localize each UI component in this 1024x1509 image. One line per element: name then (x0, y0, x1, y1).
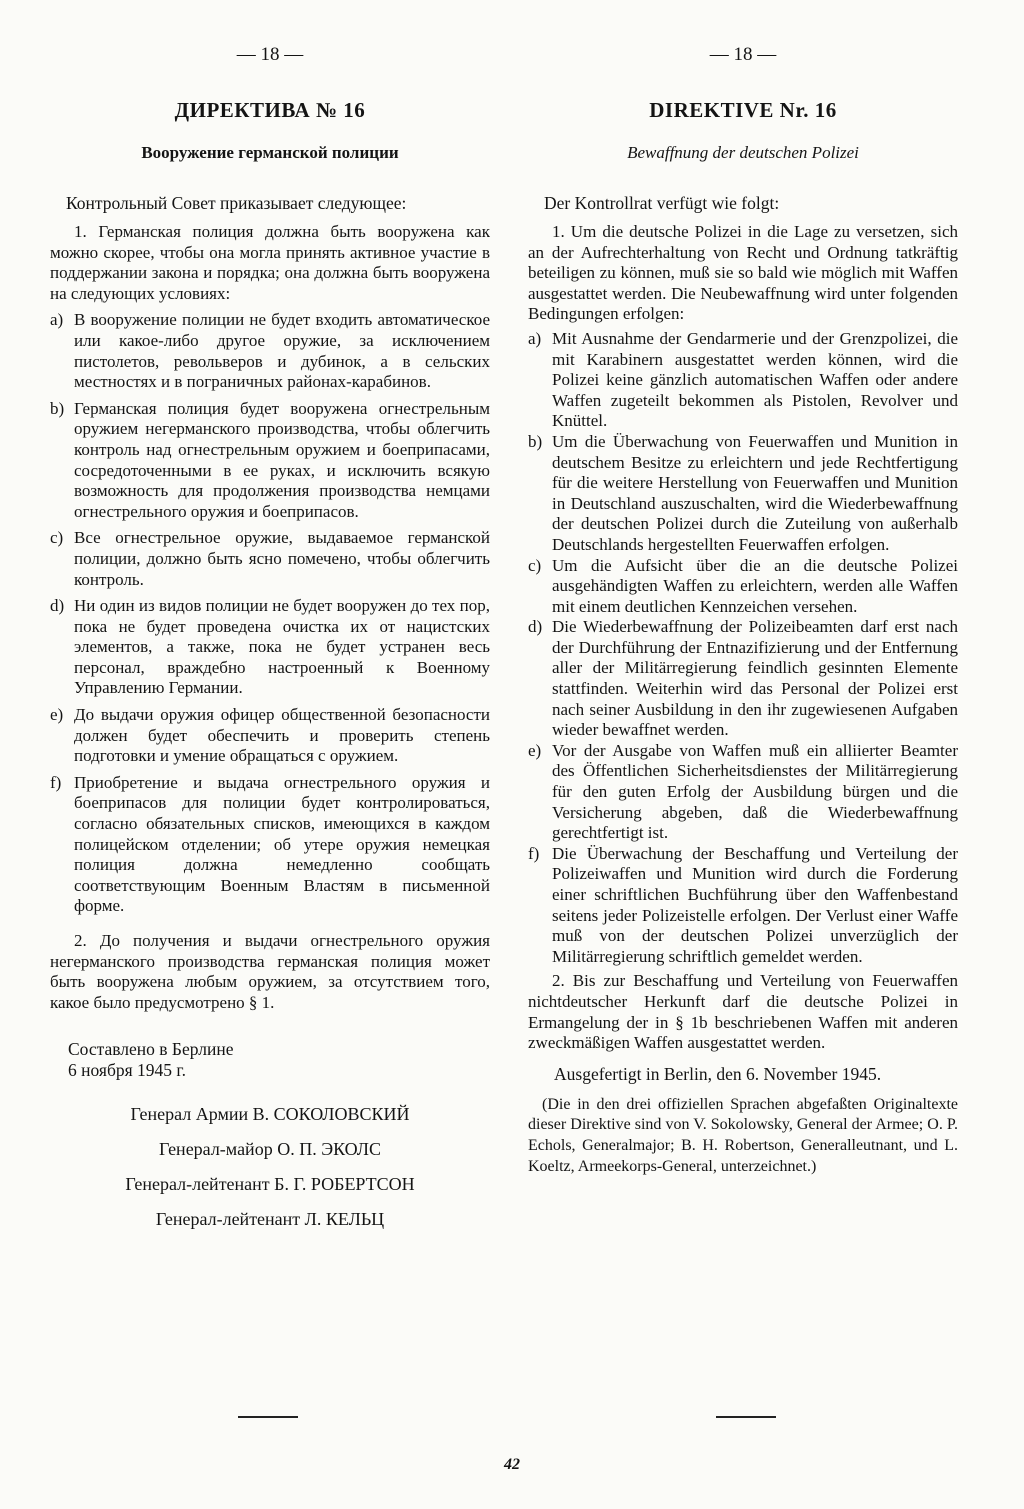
list-item (528, 329, 958, 432)
paragraph-2: 2. До получения и выдачи огнестрельного оружия негерманского производства германская полиция может быть вооружена любым оружием, за отсутствием того, какое было предусмотрено § 1. (50, 931, 490, 1012)
item-text: Vor der Ausgabe von Waffen muß ein alliierter Beamter des Öffentlichen Sicherheitsdienstes der Militärregierung für den guten Erfolg der Ausbildung bürgen und die Versicherung abgeben, daß die Wiederbewaffnung gerechtfertigt ist. (552, 740, 958, 843)
list-item (50, 310, 490, 392)
intro-line: Der Kontrollrat verfügt wie folgt: (544, 193, 780, 213)
paragraph-2: 2. Bis zur Beschaffung und Verteilung von Feuerwaffen nichtdeutscher Herkunft darf die deutsche Polizei in Ermangelung der in § 1b beschriebenen Waffen mit anderen zweckmäßigen Waffen ausgestattet werden. (528, 971, 958, 1053)
item-mark: f) (528, 843, 540, 863)
item-text: До выдачи оружия офицер общественной безопасности должен будет обеспечить и проверить степень подготовки и умение обращаться с оружием. (74, 705, 490, 766)
item-text: Германская полиция будет вооружена огнестрельным оружием негерманского производства, чтобы облегчить контроль над огнестрельным оружием и боеприпасами, сосредоточенными в ее руках, и исключить всякую возможность для продолжения производства немцами огнестрельного оружия и боеприпасов. (74, 398, 490, 521)
item-text: Um die Aufsicht über die an die deutsche Polizei ausgehändigten Waffen zu erleichtern, werden alle Waffen mit einem deutlichen Kennzeichen versehen. (552, 555, 958, 616)
item-mark: b) (528, 431, 543, 451)
document-title: DIREKTIVE Nr. 16 (649, 98, 837, 122)
page-number: — 18 — (236, 44, 304, 65)
item-text: Все огнестрельное оружие, выдаваемое германской полиции, должно быть ясно помечено, чтобы облегчить контроль. (74, 528, 490, 589)
document-subtitle: Bewaffnung der deutschen Polizei (627, 143, 859, 162)
item-list (528, 329, 958, 967)
item-mark: d) (528, 617, 543, 637)
signatories-note: (Die in den drei offiziellen Sprachen abgefaßten Originaltexte dieser Direktive sind von V. Sokolowsky, General der Armee; O. P. Echols, Generalmajor; B. H. Robertson, Generalleutnant, und L. Koeltz, Armeekorps-General, unterzeichnet.) (528, 1095, 958, 1175)
document-title: ДИРЕКТИВА № 16 (174, 98, 366, 122)
place-line: Составлено в Берлине (68, 1039, 234, 1060)
item-mark: b) (50, 398, 65, 418)
page-number: — 18 — (709, 44, 777, 65)
item-text: Die Überwachung der Beschaffung und Verteilung der Polizeiwaffen und Munition wird durch die Forderung einer schriftlichen Buchführung über den Waffenbestand seitens jeder Polizeistelle erfolgen. Der Verlust einer Waffe muß von der deutschen Polizei unverzüglich der Militärregierung schriftlich gemeldet werden. (552, 843, 958, 966)
russian-column (50, 0, 490, 1237)
place-date: Ausgefertigt in Berlin, den 6. November 1945. (554, 1063, 882, 1084)
item-mark: a) (528, 328, 542, 348)
signature-line: Генерал-лейтенант Б. Г. РОБЕРТСОН (125, 1174, 415, 1195)
list-item (50, 528, 490, 590)
list-item (50, 596, 490, 699)
signature-line: Генерал-майор О. П. ЭКОЛС (159, 1139, 381, 1160)
item-text: В вооружение полиции не будет входить автоматическое или какое-либо другое оружие, за исключением пистолетов, револьверов и дубинок, а в сельских местностях и в пограничных районах-карабинов. (74, 310, 490, 392)
german-column (528, 0, 958, 1177)
item-mark: a) (50, 310, 64, 330)
document-subtitle: Вооружение германской полиции (141, 143, 399, 162)
item-mark: c) (528, 555, 542, 575)
list-item (50, 705, 490, 767)
date-line: 6 ноября 1945 г. (68, 1060, 186, 1081)
divider-rule (238, 1416, 298, 1418)
signature-line: Генерал-лейтенант Л. КЕЛЬЦ (155, 1209, 385, 1230)
signatures (50, 1097, 490, 1237)
item-text: Um die Überwachung von Feuerwaffen und Munition in deutschem Besitze zu erleichtern und jede Rechtfertigung für die weitere Herstellung von Feuerwaffen und Munition in Deutschland auszuschalten, wird die Wiederbewaffnung der deutschen Polizei durch die Zuteilung von außerhalb Deutschlands hergestellten Feuerwaffen erfolgen. (552, 431, 958, 554)
item-mark: f) (50, 772, 62, 792)
item-text: Ни один из видов полиции не будет вооружен до тех пор, пока не будет проведена очистка их от нацистских элементов, а также, пока не будет устранен весь персонал, враждебно настроенный к Военному Управлению Германии. (74, 596, 490, 698)
list-item (528, 741, 958, 844)
paragraph-1: 1. Um die deutsche Polizei in die Lage zu versetzen, sich an der Aufrechterhaltung von Recht und Ordnung tatkräftig beteiligen zu können, muß sie so bald wie möglich mit Waffen ausgestattet werden. Die Neubewaffnung wird unter folgenden Bedingungen erfolgen: (528, 222, 958, 324)
list-item (528, 556, 958, 618)
item-text: Mit Ausnahme der Gendarmerie und der Grenzpolizei, die mit Karabinern ausgestattet werden können, wird die Polizei keine gänzlich automatischen Waffen oder andere Waffen zugeteilt bekommen als Pistolen, Revolver und Knüttel. (552, 328, 958, 431)
item-text: Приобретение и выдача огнестрельного оружия и боеприпасов для полиции будет контролироваться, согласно обязательных списков, имеющихся в каждом полицейском отделении; об утере оружия немецкая полиция должна немедленно сообщать соответствующим Военным Властям в письменной форме. (74, 772, 490, 916)
intro-line: Контрольный Совет приказывает следующее: (66, 193, 407, 213)
item-mark: e) (528, 740, 542, 760)
divider-rule (716, 1416, 776, 1418)
list-item (528, 844, 958, 968)
footer-page-number: 42 (504, 1456, 520, 1473)
item-mark: c) (50, 528, 64, 548)
list-item (50, 773, 490, 917)
item-mark: d) (50, 596, 65, 616)
list-item (50, 399, 490, 523)
list-item (528, 617, 958, 741)
paragraph-1: 1. Германская полиция должна быть вооружена как можно скорее, чтобы она могла принять активное участие в поддержании закона и порядка; она должна быть вооружена на следующих условиях: (50, 222, 490, 303)
place-date (50, 1039, 490, 1081)
item-mark: e) (50, 705, 64, 725)
signature-line: Генерал Армии В. СОКОЛОВСКИЙ (130, 1104, 410, 1125)
item-list (50, 310, 490, 917)
item-text: Die Wiederbewaffnung der Polizeibeamten darf erst nach der Durchführung der Entnazifizierung und der Entfernung aller der Militärregierung feindlich gesinnten Elemente stattfinden. Weiterhin wird das Personal der Polizei erst nach seiner Ausbildung in den ihr zugewiesenen Aufgaben wieder bewaffnet werden. (552, 617, 958, 740)
list-item (528, 432, 958, 556)
